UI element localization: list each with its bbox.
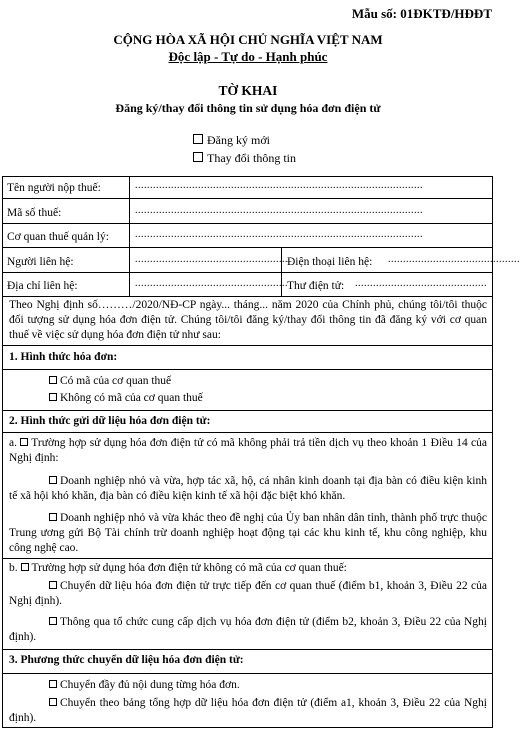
form-code: Mẫu số: 01ĐKTĐ/HĐĐT (351, 6, 492, 21)
option-with-tax-code[interactable]: Có mã của cơ quan thuế (49, 374, 171, 388)
checkbox-icon[interactable] (49, 698, 57, 706)
motto-text: Độc lập - Tự do - Hạnh phúc (168, 49, 328, 64)
checkbox-icon[interactable] (49, 476, 57, 484)
option-label: Thay đổi thông tin (207, 151, 296, 165)
label-tax-code: Mã số thuế: (7, 207, 62, 219)
option-label: Đăng ký mới (207, 133, 271, 147)
nation-title: CỘNG HÒA XÃ HỘI CHỦ NGHĨA VIỆT NAM (113, 32, 383, 47)
form-title: TỜ KHAI (218, 83, 278, 98)
intro-paragraph: Theo Nghị định số………/2020/NĐ-CP ngày... tháng... năm 2020 của Chính phủ, chúng tôi/tôi thuộc đối tượng sử dụng hóa đơn điện tử. Chúng tôi/tôi đăng ký/thay đổi thông tin đã đăng ký với cơ quan thuế về việc sử dụng hóa đơn điện tử như sau: (9, 299, 487, 341)
input-email[interactable]: ............................................ (355, 278, 487, 289)
label-address: Địa chỉ liên hệ: (7, 280, 78, 292)
checkbox-icon[interactable] (193, 134, 203, 144)
checkbox-icon[interactable] (49, 376, 57, 384)
section1-heading: 1. Hình thức hóa đơn: (9, 351, 118, 363)
section2-b-item-1[interactable]: Chuyển dữ liệu hóa đơn điện tử trực tiếp đến cơ quan thuế (điểm b1, khoản 3, Điều 22 của Nghị định). (9, 580, 487, 607)
label-taxpayer-name: Tên người nộp thuế: (7, 182, 101, 194)
label-tax-office: Cơ quan thuế quản lý: (7, 231, 109, 243)
section2-a[interactable]: a. Trường hợp sử dụng hóa đơn điện tử có mã không phải trả tiền dịch vụ theo khoản 1 Điều 14 của Nghị định: (9, 437, 487, 464)
input-address[interactable]: ................................................... (135, 278, 288, 289)
checkbox-icon[interactable] (49, 513, 57, 521)
option-without-tax-code[interactable]: Không có mã của cơ quan thuế (49, 391, 203, 405)
section2-heading: 2. Hình thức gửi dữ liệu hóa đơn điện tử: (9, 415, 211, 427)
checkbox-icon[interactable] (20, 438, 28, 446)
section3-heading: 3. Phương thức chuyển dữ liệu hóa đơn điện tử: (9, 654, 244, 666)
declaration-table (2, 176, 520, 728)
section2-b[interactable]: b. Trường hợp sử dụng hóa đơn điện tử không có mã của cơ quan thuế: (9, 562, 347, 574)
label-phone: Điện thoại liên hệ: (287, 256, 373, 268)
input-phone[interactable]: ............................................ (388, 254, 520, 265)
input-tax-code[interactable]: ................................................................................................ (135, 205, 423, 216)
checkbox-icon[interactable] (193, 152, 203, 162)
section2-b-item-2[interactable]: Thông qua tổ chức cung cấp dịch vụ hóa đơn điện tử (điểm b2, khoản 3, Điều 22 của Nghị định). (9, 616, 487, 643)
section2-a-item-2[interactable]: Doanh nghiệp nhỏ và vừa khác theo đề nghị của Ủy ban nhân dân tỉnh, thành phố trực thuộc Trung ương gửi Bộ Tài chính trừ doanh nghiệp hoạt động tại các khu kinh tế, khu công nghiệp, khu công nghệ cao. (9, 512, 487, 554)
option-change-info[interactable] (193, 151, 296, 166)
checkbox-icon[interactable] (49, 680, 57, 688)
section2-a-item-1[interactable]: Doanh nghiệp nhỏ và vừa, hợp tác xã, hộ, cá nhân kinh doanh tại địa bàn có điều kiện kinh tế xã hội khó khăn, địa bàn có điều kiện kinh tế xã hội đặc biệt khó khăn. (9, 475, 487, 502)
checkbox-icon[interactable] (49, 581, 57, 589)
label-contact-person: Người liên hệ: (7, 256, 74, 268)
checkbox-icon[interactable] (49, 617, 57, 625)
form-subtitle: Đăng ký/thay đổi thông tin sử dụng hóa đơn điện tử (115, 101, 381, 115)
section3-item-2[interactable]: Chuyển theo bảng tổng hợp dữ liệu hóa đơn điện tử (điểm a1, khoản 3, Điều 22 của Nghị định). (9, 697, 487, 724)
label-email: Thư điện tử: (287, 280, 345, 292)
input-tax-office[interactable]: ................................................................................................ (135, 229, 423, 240)
section3-item-1[interactable]: Chuyển đầy đủ nội dung từng hóa đơn. (9, 678, 487, 693)
checkbox-icon[interactable] (21, 563, 29, 571)
checkbox-icon[interactable] (49, 393, 57, 401)
input-contact-person[interactable]: ................................................... (135, 254, 288, 265)
motto (0, 49, 496, 65)
option-new-registration[interactable] (193, 133, 270, 148)
input-taxpayer-name[interactable]: ................................................................................................ (135, 180, 423, 191)
